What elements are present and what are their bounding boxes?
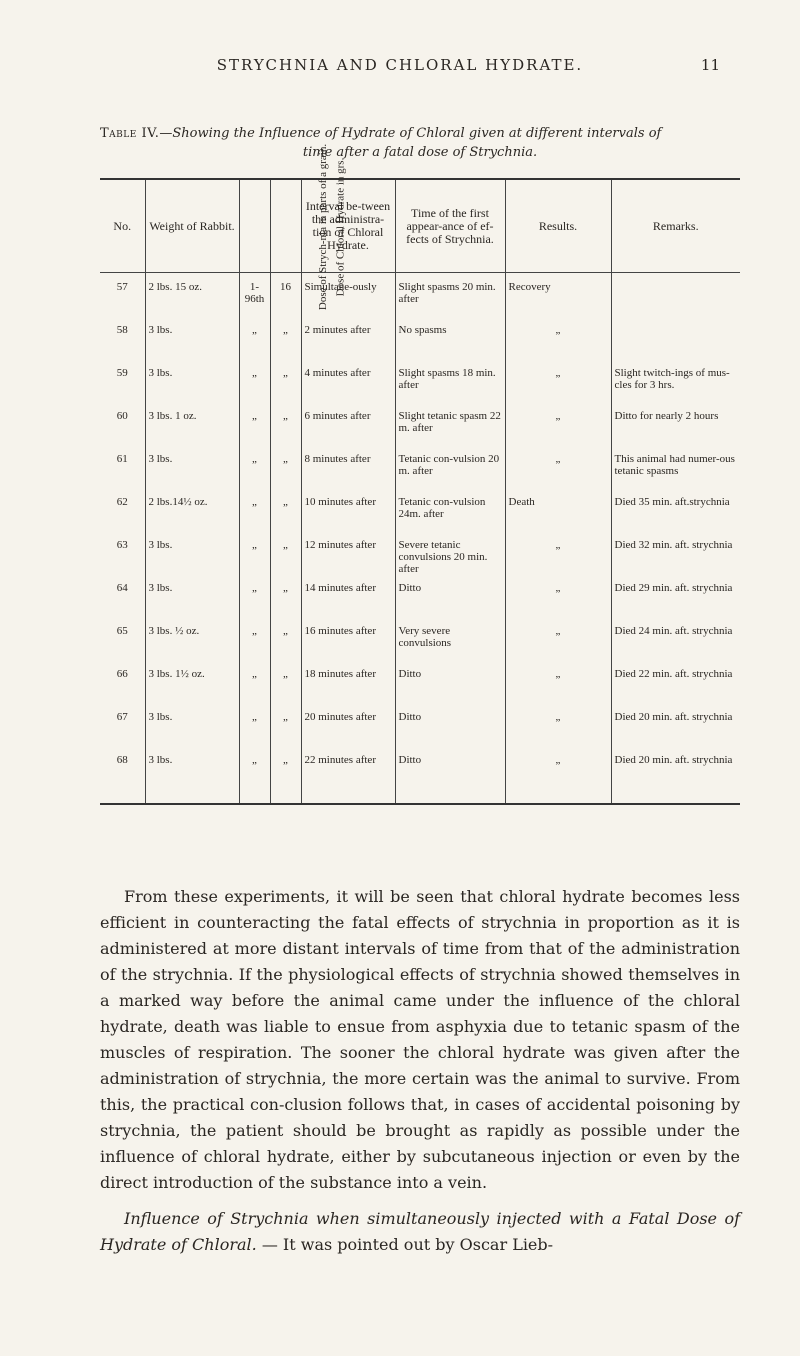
- cell-remarks: Died 20 min. aft. strychnia: [611, 754, 740, 804]
- table-row: [100, 539, 740, 582]
- cell-interval: 6 minutes after: [301, 410, 395, 453]
- cell-time: Ditto: [395, 668, 505, 711]
- table-row: [100, 367, 740, 410]
- table-row: [100, 453, 740, 496]
- cell-strychnia: „: [239, 539, 270, 582]
- cell-strychnia: „: [239, 754, 270, 804]
- table-row: [100, 273, 740, 325]
- cell-result: Death: [505, 496, 611, 539]
- cell-weight: 3 lbs.: [145, 539, 239, 582]
- header-results: Results.: [505, 179, 611, 273]
- cell-time: Ditto: [395, 711, 505, 754]
- cell-time: Tetanic con-vulsion 24m. after: [395, 496, 505, 539]
- cell-interval: 10 minutes after: [301, 496, 395, 539]
- cell-time: Ditto: [395, 582, 505, 625]
- cell-time: Severe tetanic convulsions 20 min. after: [395, 539, 505, 582]
- table-caption: [100, 124, 740, 162]
- cell-result: „: [505, 711, 611, 754]
- table-row: [100, 711, 740, 754]
- cell-interval: 12 minutes after: [301, 539, 395, 582]
- cell-weight: 3 lbs.: [145, 754, 239, 804]
- header-chloral-dose: Dose of Chloral Hydrate in grs.: [270, 179, 301, 273]
- cell-time: Ditto: [395, 754, 505, 804]
- cell-remarks: Died 29 min. aft. strychnia: [611, 582, 740, 625]
- cell-remarks: [611, 324, 740, 367]
- cell-chloral: „: [270, 324, 301, 367]
- cell-weight: 3 lbs. ½ oz.: [145, 625, 239, 668]
- cell-chloral: „: [270, 496, 301, 539]
- cell-strychnia: „: [239, 324, 270, 367]
- cell-strychnia: „: [239, 410, 270, 453]
- table-row: [100, 410, 740, 453]
- cell-strychnia: „: [239, 711, 270, 754]
- cell-chloral: „: [270, 582, 301, 625]
- cell-interval: 4 minutes after: [301, 367, 395, 410]
- page-number: 11: [700, 56, 720, 74]
- cell-interval: 20 minutes after: [301, 711, 395, 754]
- header-remarks: Remarks.: [611, 179, 740, 273]
- header-no: No.: [100, 179, 145, 273]
- section-paragraph: [100, 1206, 740, 1258]
- cell-remarks: Died 24 min. aft. strychnia: [611, 625, 740, 668]
- table-row: [100, 754, 740, 804]
- cell-no: 63: [116, 539, 128, 551]
- cell-no: 66: [116, 668, 128, 680]
- cell-no: 57: [116, 281, 128, 293]
- header-first-effects: Time of the first appear-ance of ef-fects of Strychnia.: [395, 179, 505, 273]
- cell-no: 59: [116, 367, 128, 379]
- cell-remarks: Slight twitch-ings of mus-cles for 3 hrs.: [611, 367, 740, 410]
- cell-result: „: [505, 754, 611, 804]
- cell-weight: 3 lbs.: [145, 367, 239, 410]
- cell-interval: 2 minutes after: [301, 324, 395, 367]
- header-weight: Weight of Rabbit.: [145, 179, 239, 273]
- caption-text-line2: time after a fatal dose of Strychnia.: [302, 145, 538, 160]
- cell-chloral: „: [270, 410, 301, 453]
- cell-remarks: This animal had numer-ous tetanic spasms: [611, 453, 740, 496]
- cell-result: „: [505, 367, 611, 410]
- cell-result: Recovery: [505, 273, 611, 325]
- header-row: [100, 179, 740, 273]
- cell-remarks: Ditto for nearly 2 hours: [611, 410, 740, 453]
- section-title: Influence of Strychnia when simultaneously injected with a Fatal Dose of Hydrate of Chloral.: [100, 1209, 740, 1254]
- cell-result: „: [505, 625, 611, 668]
- cell-remarks: Died 32 min. aft. strychnia: [611, 539, 740, 582]
- cell-remarks: Died 22 min. aft. strychnia: [611, 668, 740, 711]
- cell-interval: 16 minutes after: [301, 625, 395, 668]
- cell-weight: 2 lbs. 15 oz.: [145, 273, 239, 325]
- cell-result: „: [505, 539, 611, 582]
- caption-text-line1: —Showing the Influence of Hydrate of Chloral given at different intervals of: [159, 126, 662, 141]
- cell-chloral: „: [270, 367, 301, 410]
- cell-interval: 14 minutes after: [301, 582, 395, 625]
- cell-chloral: „: [270, 711, 301, 754]
- cell-strychnia: „: [239, 367, 270, 410]
- cell-strychnia: „: [239, 496, 270, 539]
- cell-time: Slight spasms 18 min. after: [395, 367, 505, 410]
- cell-no: 64: [116, 582, 128, 594]
- cell-strychnia: „: [239, 453, 270, 496]
- cell-result: „: [505, 410, 611, 453]
- cell-weight: 3 lbs. 1 oz.: [145, 410, 239, 453]
- cell-weight: 3 lbs.: [145, 711, 239, 754]
- cell-chloral: 16: [270, 273, 301, 325]
- cell-result: „: [505, 324, 611, 367]
- cell-no: 60: [116, 410, 128, 422]
- cell-no: 62: [116, 496, 128, 508]
- cell-interval: 8 minutes after: [301, 453, 395, 496]
- cell-time: Slight spasms 20 min. after: [395, 273, 505, 325]
- cell-no: 68: [100, 754, 145, 804]
- cell-remarks: Died 20 min. aft. strychnia: [611, 711, 740, 754]
- running-head: [0, 56, 800, 74]
- cell-chloral: „: [270, 754, 301, 804]
- cell-result: „: [505, 582, 611, 625]
- cell-strychnia: „: [239, 582, 270, 625]
- cell-strychnia: „: [239, 668, 270, 711]
- cell-remarks: Died 35 min. aft.strychnia: [611, 496, 740, 539]
- cell-result: „: [505, 668, 611, 711]
- table-label: Table IV.: [100, 126, 160, 141]
- cell-weight: 3 lbs. 1½ oz.: [145, 668, 239, 711]
- cell-no: 61: [116, 453, 128, 465]
- cell-strychnia: 1-96th: [239, 273, 270, 325]
- paragraph: From these experiments, it will be seen that chloral hydrate becomes less efficient in counteracting the fatal effects of strychnia in proportion as it is administered at more distant intervals of time from that of the administration of the strychnia. If the physiological effects of strychnia showed themselves in a marked way before the animal came under the influence of the chloral hydrate, death was liable to ensue from asphyxia due to tetanic spasm of the muscles of respiration. The sooner the chloral hydrate was given after the administration of strychnia, the more certain was the animal to survive. From this, the practical con-clusion follows that, in cases of accidental poisoning by strychnia, the patient should be brought as rapidly as possible under the influence of chloral hydrate, either by subcutaneous injection or even by the direct introduction of the substance into a vein.: [100, 887, 740, 1192]
- table-row: [100, 582, 740, 625]
- cell-weight: 2 lbs.14½ oz.: [145, 496, 239, 539]
- section-text: — It was pointed out by Oscar Lieb-: [261, 1235, 554, 1254]
- cell-weight: 3 lbs.: [145, 582, 239, 625]
- table-row: [100, 668, 740, 711]
- cell-strychnia: „: [239, 625, 270, 668]
- cell-remarks: [611, 273, 740, 325]
- cell-interval: 22 minutes after: [301, 754, 395, 804]
- table-row: [100, 625, 740, 668]
- cell-chloral: „: [270, 539, 301, 582]
- cell-result: „: [505, 453, 611, 496]
- cell-time: Very severe convulsions: [395, 625, 505, 668]
- running-title: STRYCHNIA AND CHLORAL HYDRATE.: [216, 56, 584, 74]
- cell-no: 58: [116, 324, 128, 336]
- cell-chloral: „: [270, 625, 301, 668]
- cell-time: Slight tetanic spasm 22 m. after: [395, 410, 505, 453]
- cell-time: Tetanic con-vulsion 20 m. after: [395, 453, 505, 496]
- cell-weight: 3 lbs.: [145, 324, 239, 367]
- body-text: [100, 884, 740, 1258]
- cell-chloral: „: [270, 668, 301, 711]
- cell-interval: 18 minutes after: [301, 668, 395, 711]
- cell-no: 67: [116, 711, 128, 723]
- table-row: [100, 496, 740, 539]
- cell-chloral: „: [270, 453, 301, 496]
- header-interval: Interval be-tween the administra-tion of Chloral Hydrate.: [301, 179, 395, 273]
- cell-weight: 3 lbs.: [145, 453, 239, 496]
- cell-no: 65: [116, 625, 128, 637]
- header-strychnia-dose: Dose of Strych-nia in parts of a grain.: [239, 179, 270, 273]
- cell-time: No spasms: [395, 324, 505, 367]
- table-row: [100, 324, 740, 367]
- cell-interval: Simultane-ously: [301, 273, 395, 325]
